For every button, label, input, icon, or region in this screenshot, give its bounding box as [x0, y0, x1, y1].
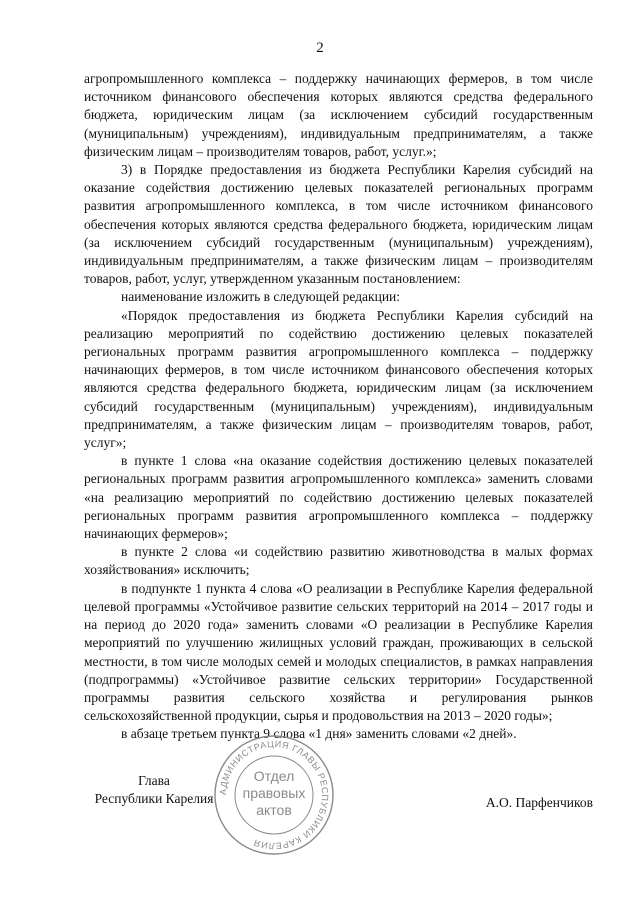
stamp-ring-text: АДМИНИСТРАЦИЯ ГЛАВЫ РЕСПУБЛИКИ КАРЕЛИЯ	[217, 738, 331, 852]
paragraph-4: «Порядок предоставления из бюджета Республики Карелия субсидий на реализацию мероприятий по содействию достижению целевых показателей региональных программ развития агропромышленного комплекса – поддержку начинающих фермеров, в том числе источником финансового обеспечения которых являются средства федерального бюджета, юридическим лицам (за исключением субсидий государственным (муниципальным) учреждениям), индивидуальным предпринимателям, а также физическим лицам – производителям товаров, работ, услуг»;	[84, 307, 593, 451]
signatory-title	[84, 772, 224, 808]
paragraph-2: 3) в Порядке предоставления из бюджета Республики Карелия субсидий на оказание содействия достижению целевых показателей региональных программ развития агропромышленного комплекса, в том числе источником финансового обеспечения которых являются средства федерального бюджета, юридическим лицам (за исключением субсидий государственным (муниципальным) учреждениям), индивидуальным предпринимателям, а также физическим лицам – производителям товаров, работ, услуг, утвержденном указанным постановлением:	[84, 162, 593, 287]
paragraph-3: наименование изложить в следующей редакции:	[121, 289, 401, 305]
signatory-title-line2: Республики Карелия	[94, 791, 214, 807]
paragraph-6: в пункте 2 слова «и содействию развитию животноводства в малых формах хозяйствования» исключить;	[84, 544, 593, 578]
signature-block	[84, 772, 593, 832]
paragraph-5: в пункте 1 слова «на оказание содействия достижению целевых показателей региональных программ развития агропромышленного комплекса» заменить словами «на реализацию мероприятий по содействию достижению целевых показателей региональных программ развития агропромышленного комплекса – поддержку начинающих фермеров»;	[84, 453, 593, 542]
stamp-line-2: правовых	[242, 785, 306, 801]
official-stamp	[212, 733, 336, 857]
paragraph-7: в подпункте 1 пункта 4 слова «О реализации в Республике Карелия федеральной целевой программы «Устойчивое развитие сельских территорий на 2014 – 2017 годы и на период до 2020 года» заменить словами «О реализации в Республике Карелия мероприятий по улучшению жилищных условий граждан, проживающих в сельской местности, в том числе молодых семей и молодых специалистов, в рамках направления (подпрограммы) «Устойчивое развитие сельских территории» Государственной программы развития сельского хозяйства и регулирования рынков сельскохозяйственной продукции, сырья и продовольствия на 2013 – 2020 годы»;	[84, 580, 593, 724]
page-number: 2	[316, 40, 324, 56]
signatory-name: А.О. Парфенчиков	[485, 795, 593, 810]
signatory-title-line1: Глава	[138, 773, 170, 788]
paragraph-8: в абзаце третьем пункта 9 слова «1 дня» заменить словами «2 дней».	[121, 726, 517, 742]
paragraph-1: агропромышленного комплекса – поддержку начинающих фермеров, в том числе источником финансового обеспечения которых являются средства федерального бюджета, юридическим лицам (за исключением субсидий государственным (муниципальным) учреждениям), индивидуальным предпринимателям, а также физическим лицам – производителям товаров, работ, услуг.»;	[84, 71, 593, 159]
stamp-line-3: актов	[256, 802, 292, 818]
stamp-line-1: Отдел	[253, 768, 295, 784]
document-body	[84, 70, 593, 744]
